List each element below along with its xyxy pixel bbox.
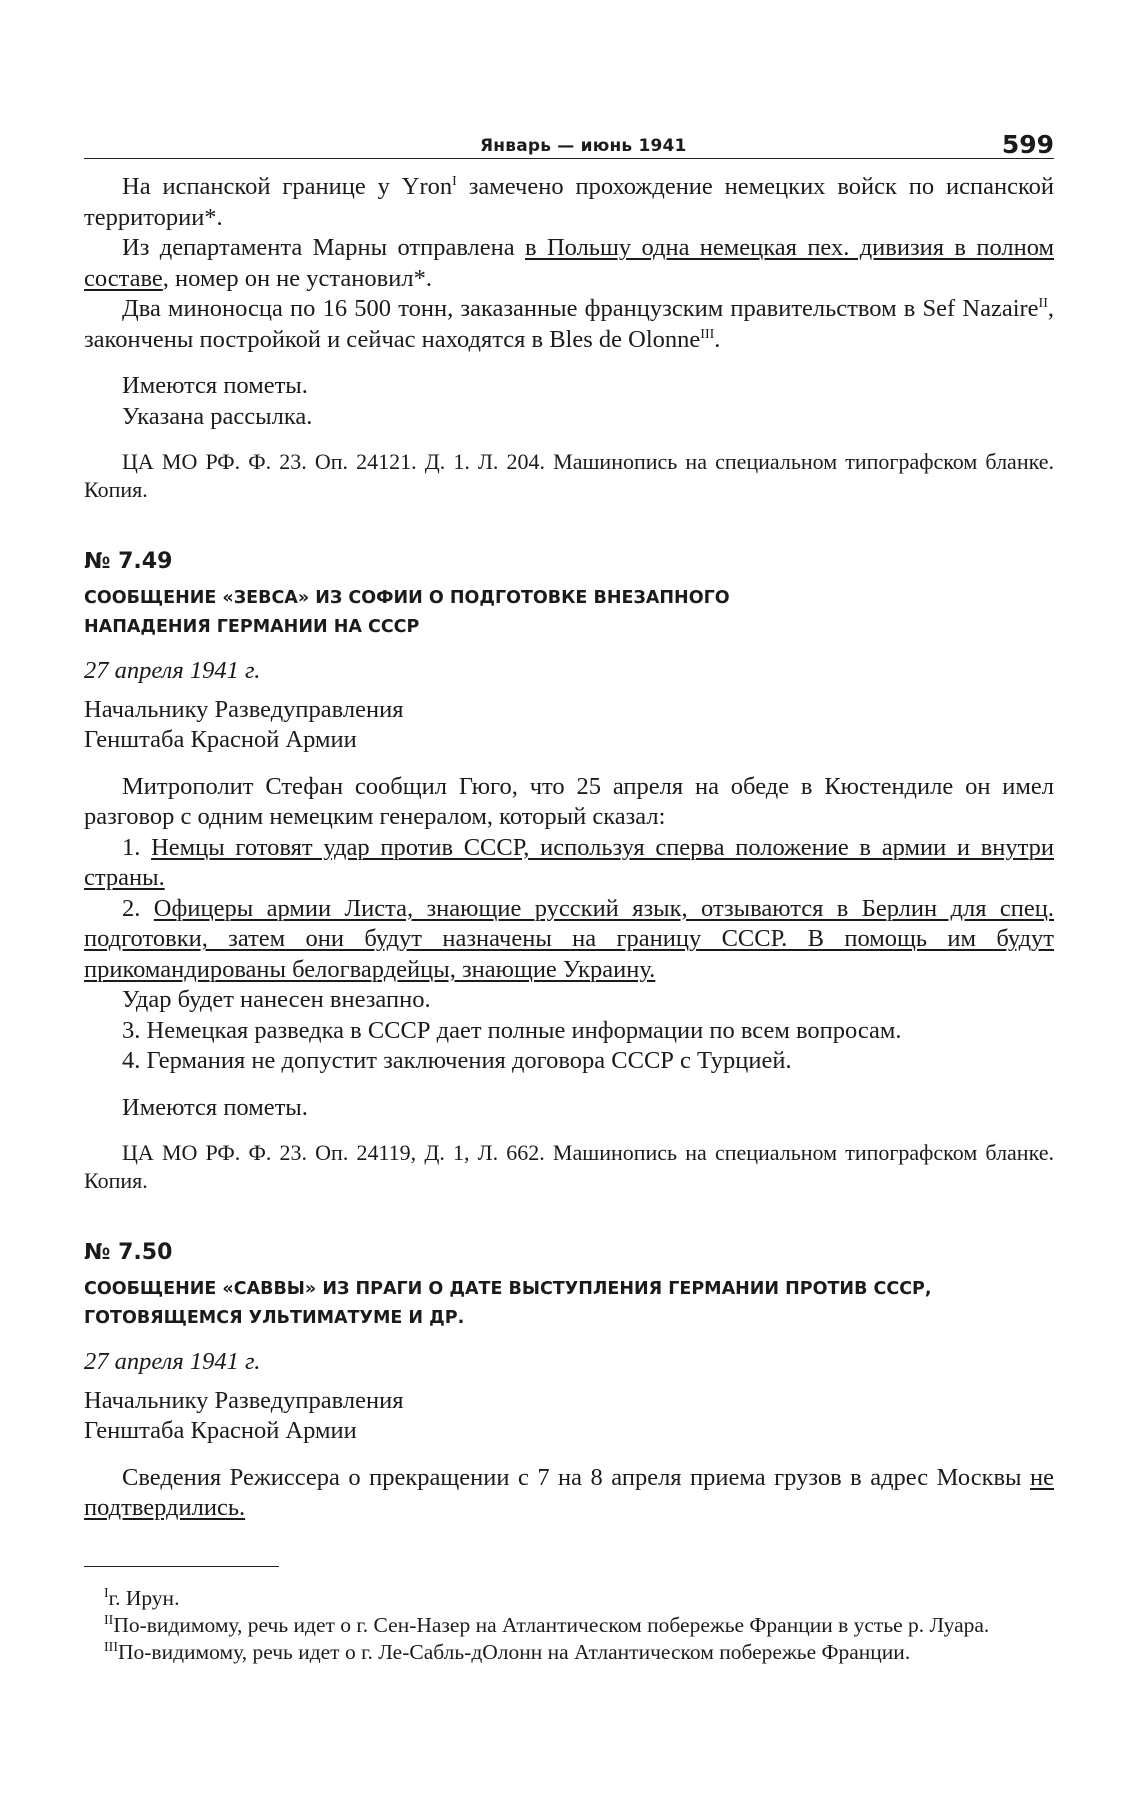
footnote-ref-3: III <box>700 326 715 342</box>
paragraph-marne-division: Из департамента Марны отправлена в Польшу одна немецкая пех. дивизия в полном составе, номер он не установил*. <box>84 234 1054 292</box>
marks-note: Имеются пометы. <box>122 1093 308 1121</box>
paragraph-intro: Митрополит Стефан сообщил Гюго, что 25 апреля на обеде в Кюстендиле он имел разговор с одним немецким генералом, который сказал: <box>84 772 1054 830</box>
page-header <box>84 128 1054 159</box>
running-title: Январь — июнь 1941 <box>480 136 687 156</box>
document-date: 27 апреля 1941 г. <box>84 657 261 684</box>
document-number: № 7.50 <box>84 1240 173 1265</box>
paragraph-destroyers: Два миноносца по 16 500 тонн, заказанные французским правительством в Sef Nazaire$^{II}$, закончены постройкой и сейчас находятся в Bles de Olonne$^{III}$. <box>84 295 1054 353</box>
footnotes <box>84 1585 1054 1666</box>
list-item-4: 4. Германия не допустит заключения договора СССР с Турцией. <box>122 1047 792 1074</box>
archive-reference: ЦА МО РФ. Ф. 23. Оп. 24121. Д. 1. Л. 204. Машинопись на специальном типографском бланке. Копия. <box>84 449 1054 502</box>
paragraph-body: Сведения Режиссера о прекращении с 7 на 8 апреля приема грузов в адрес Москвы не подтвердились. <box>84 1463 1054 1521</box>
footnote-ref-2: II <box>1038 295 1048 311</box>
list-item-2: 2. Офицеры армии Листа, знающие русский язык, отзываются в Берлин для спец. подготовки, затем они будут назначены на границу СССР. В помощь им будут прикомандированы белогвардейцы, знающие Украину. <box>84 894 1054 983</box>
document-date: 27 апреля 1941 г. <box>84 1348 261 1375</box>
addressee: Начальнику Разведуправления Генштаба Красной Армии <box>84 695 404 753</box>
paragraph-spanish-border: На испанской границе у Yron$^I$ замечено прохождение немецких войск по испанской территории*. <box>84 173 1054 231</box>
marks-note: Имеются пометы. <box>122 372 308 399</box>
underlined-phrase: в Польшу одна немецкая пех. дивизия в полном составе <box>84 234 1054 292</box>
document-number: № 7.49 <box>84 549 173 574</box>
footnote-ref-1: I <box>452 173 457 189</box>
page-number: 599 <box>1001 130 1054 159</box>
footnote-1: $^I$г. Ирун. <box>104 1585 180 1610</box>
archive-reference: ЦА МО РФ. Ф. 23. Оп. 24119, Д. 1, Л. 662. Машинопись на специальном типографском бланке. Копия. <box>84 1140 1054 1193</box>
page-content <box>84 172 1054 1666</box>
footnote-2: $^{II}$По-видимому, речь идет о г. Сен-Назер на Атлантическом побережье Франции в устье р. Луара. <box>104 1612 990 1637</box>
list-item-1: 1. Немцы готовят удар против СССР, используя сперва положение в армии и внутри страны. <box>84 833 1054 891</box>
addressee: Начальнику Разведуправления Генштаба Красной Армии <box>84 1386 404 1444</box>
distribution-note: Указана рассылка. <box>122 402 313 430</box>
document-title: СООБЩЕНИЕ «ЗЕВСА» ИЗ СОФИИ О ПОДГОТОВКЕ ВНЕЗАПНОГО НАПАДЕНИЯ ГЕРМАНИИ НА СССР <box>84 588 730 637</box>
list-item-2-continuation: Удар будет нанесен внезапно. <box>122 986 431 1013</box>
list-item-3: 3. Немецкая разведка в СССР дает полные информации по всем вопросам. <box>122 1016 902 1044</box>
footnote-3: $^{III}$По-видимому, речь идет о г. Ле-Сабль-дОлонн на Атлантическом побережье Франции. <box>104 1639 911 1664</box>
document-title: СООБЩЕНИЕ «САВВЫ» ИЗ ПРАГИ О ДАТЕ ВЫСТУПЛЕНИЯ ГЕРМАНИИ ПРОТИВ СССР, ГОТОВЯЩЕМСЯ УЛЬТИМАТУМЕ И ДР. <box>84 1279 932 1328</box>
document-page <box>84 0 1054 1807</box>
footnote-divider <box>84 1566 279 1567</box>
